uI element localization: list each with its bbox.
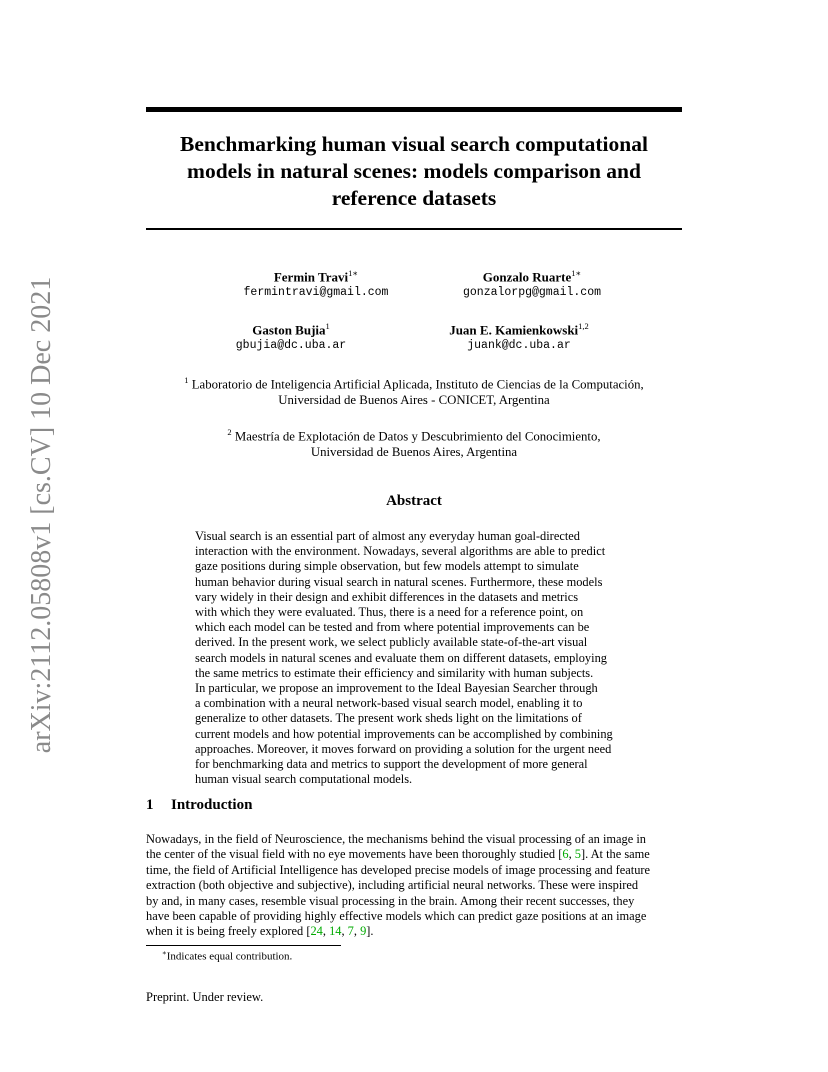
author-mark: 1,2 [578,321,589,331]
paragraph-line: Nowadays, in the field of Neuroscience, the mechanisms behind the visual processing of an image in [146,832,646,846]
citation-link[interactable]: 7 [347,924,354,939]
abstract-line: with which they were evaluated. Thus, there is a need for a reference point, on [195,605,584,620]
author-mark: 1∗ [571,268,582,278]
author-name: Fermin Travi [273,269,349,285]
affiliation-line: Universidad de Buenos Aires - CONICET, Argentina [278,393,550,408]
introduction-paragraph [146,832,682,940]
abstract-line: gaze positions during simple observation, but few models attempt to simulate [195,559,579,574]
author-email[interactable]: fermintravi@gmail.com [243,286,389,300]
title-line: models in natural scenes: models comparison and [187,159,641,183]
abstract-line: interaction with the environment. Nowadays, several algorithms are able to predict [195,544,606,559]
abstract-line: a combination with a neural network-based visual search model, enabling it to [195,696,583,711]
paragraph-line: the center of the visual field with no eye movements have been thoroughly studied [6, 5]. At the same [146,847,650,862]
abstract-line: approaches. Moreover, it moves forward on providing a solution for the urgent need [195,741,612,756]
affiliation-line: Maestría de Explotación de Datos y Descubrimiento del Conocimiento, [234,429,601,444]
abstract-line: current models and how potential improvements can be accomplished by combining [195,726,613,741]
footnote-mark: ∗ [162,949,167,957]
abstract-line: human visual search computational models. [195,772,413,787]
footnote-text: Indicates equal contribution. [166,950,293,963]
title-line: reference datasets [331,186,497,210]
author-mark: 1 [325,321,330,331]
citation-link[interactable]: 24 [310,924,323,939]
section-heading [146,797,252,814]
author-email[interactable]: gbujia@dc.uba.ar [235,339,347,353]
footnote [162,949,292,963]
section-title: Introduction [171,797,253,813]
author-mark: 1∗ [348,268,359,278]
affiliation-1 [146,372,682,408]
affiliation-mark: 2 [227,427,232,437]
author-name: Juan E. Kamienkowski [449,322,579,338]
arxiv-identifier-stamp: arXiv:2112.05808v1 [cs.CV] 10 Dec 2021 [26,276,57,754]
footnote-rule [146,945,341,946]
paper-title [146,131,682,212]
citation-link[interactable]: 6 [562,847,569,862]
affiliation-line: Universidad de Buenos Aires, Argentina [310,445,518,460]
abstract-line: which each model can be tested and from where potential improvements can be [195,620,590,635]
affiliation-mark: 1 [184,375,189,385]
paragraph-line: have been capable of providing highly effective models which can predict gaze positions at an image [146,909,647,924]
title-bottom-rule [146,228,682,230]
abstract-line: for benchmarking data and metrics to support the development of more general [195,757,588,772]
paragraph-line: extraction (both objective and subjective), including artificial neural networks. These were inspired [146,878,639,893]
author-email[interactable]: juank@dc.uba.ar [467,339,571,353]
section-number: 1 [146,797,154,813]
author-block [399,318,639,354]
author-email[interactable]: gonzalorpg@gmail.com [462,286,602,300]
citation-link[interactable]: 14 [329,924,342,939]
affiliation-line: Laboratorio de Inteligencia Artificial Aplicada, Instituto de Ciencias de la Computación, [191,377,644,392]
abstract-body [195,529,633,787]
abstract-heading: Abstract [386,493,442,509]
abstract-line: In particular, we propose an improvement to the Ideal Bayesian Searcher through [195,681,598,696]
abstract-line: derived. In the present work, we select publicly available state-of-the-art visual [195,635,588,650]
abstract-line: search models in natural scenes and evaluate them on different datasets, employing [195,650,607,665]
paragraph-line: by and, in many cases, resemble visual processing in the brain. Among their recent successes, they [146,893,635,908]
title-line: Benchmarking human visual search computational [180,132,648,156]
author-name: Gonzalo Ruarte [482,269,572,285]
abstract-line: human behavior during visual search in natural scenes. Furthermore, these models [195,574,603,589]
paragraph-line: time, the field of Artificial Intelligence has developed precise models of image processing and feature [146,862,651,877]
author-block [171,318,411,354]
abstract-line: generalize to other datasets. The present work sheds light on the limitations of [195,711,582,726]
paragraph-line: when it is being freely explored [24, 14, 7, 9]. [146,924,374,939]
preprint-status: Preprint. Under review. [146,990,264,1004]
citation-link[interactable]: 5 [574,847,581,862]
title-top-rule [146,107,682,112]
author-block [196,265,436,301]
affiliation-2 [146,424,682,460]
abstract-line: vary widely in their design and exhibit differences in the datasets and metrics [195,589,579,604]
abstract-line: Visual search is an essential part of almost any everyday human goal-directed [195,529,580,543]
citation-link[interactable]: 9 [360,924,367,939]
author-block [412,265,652,301]
abstract-line: the same metrics to estimate their efficiency and similarity with human subjects. [195,665,594,680]
author-name: Gaston Bujia [252,322,326,338]
